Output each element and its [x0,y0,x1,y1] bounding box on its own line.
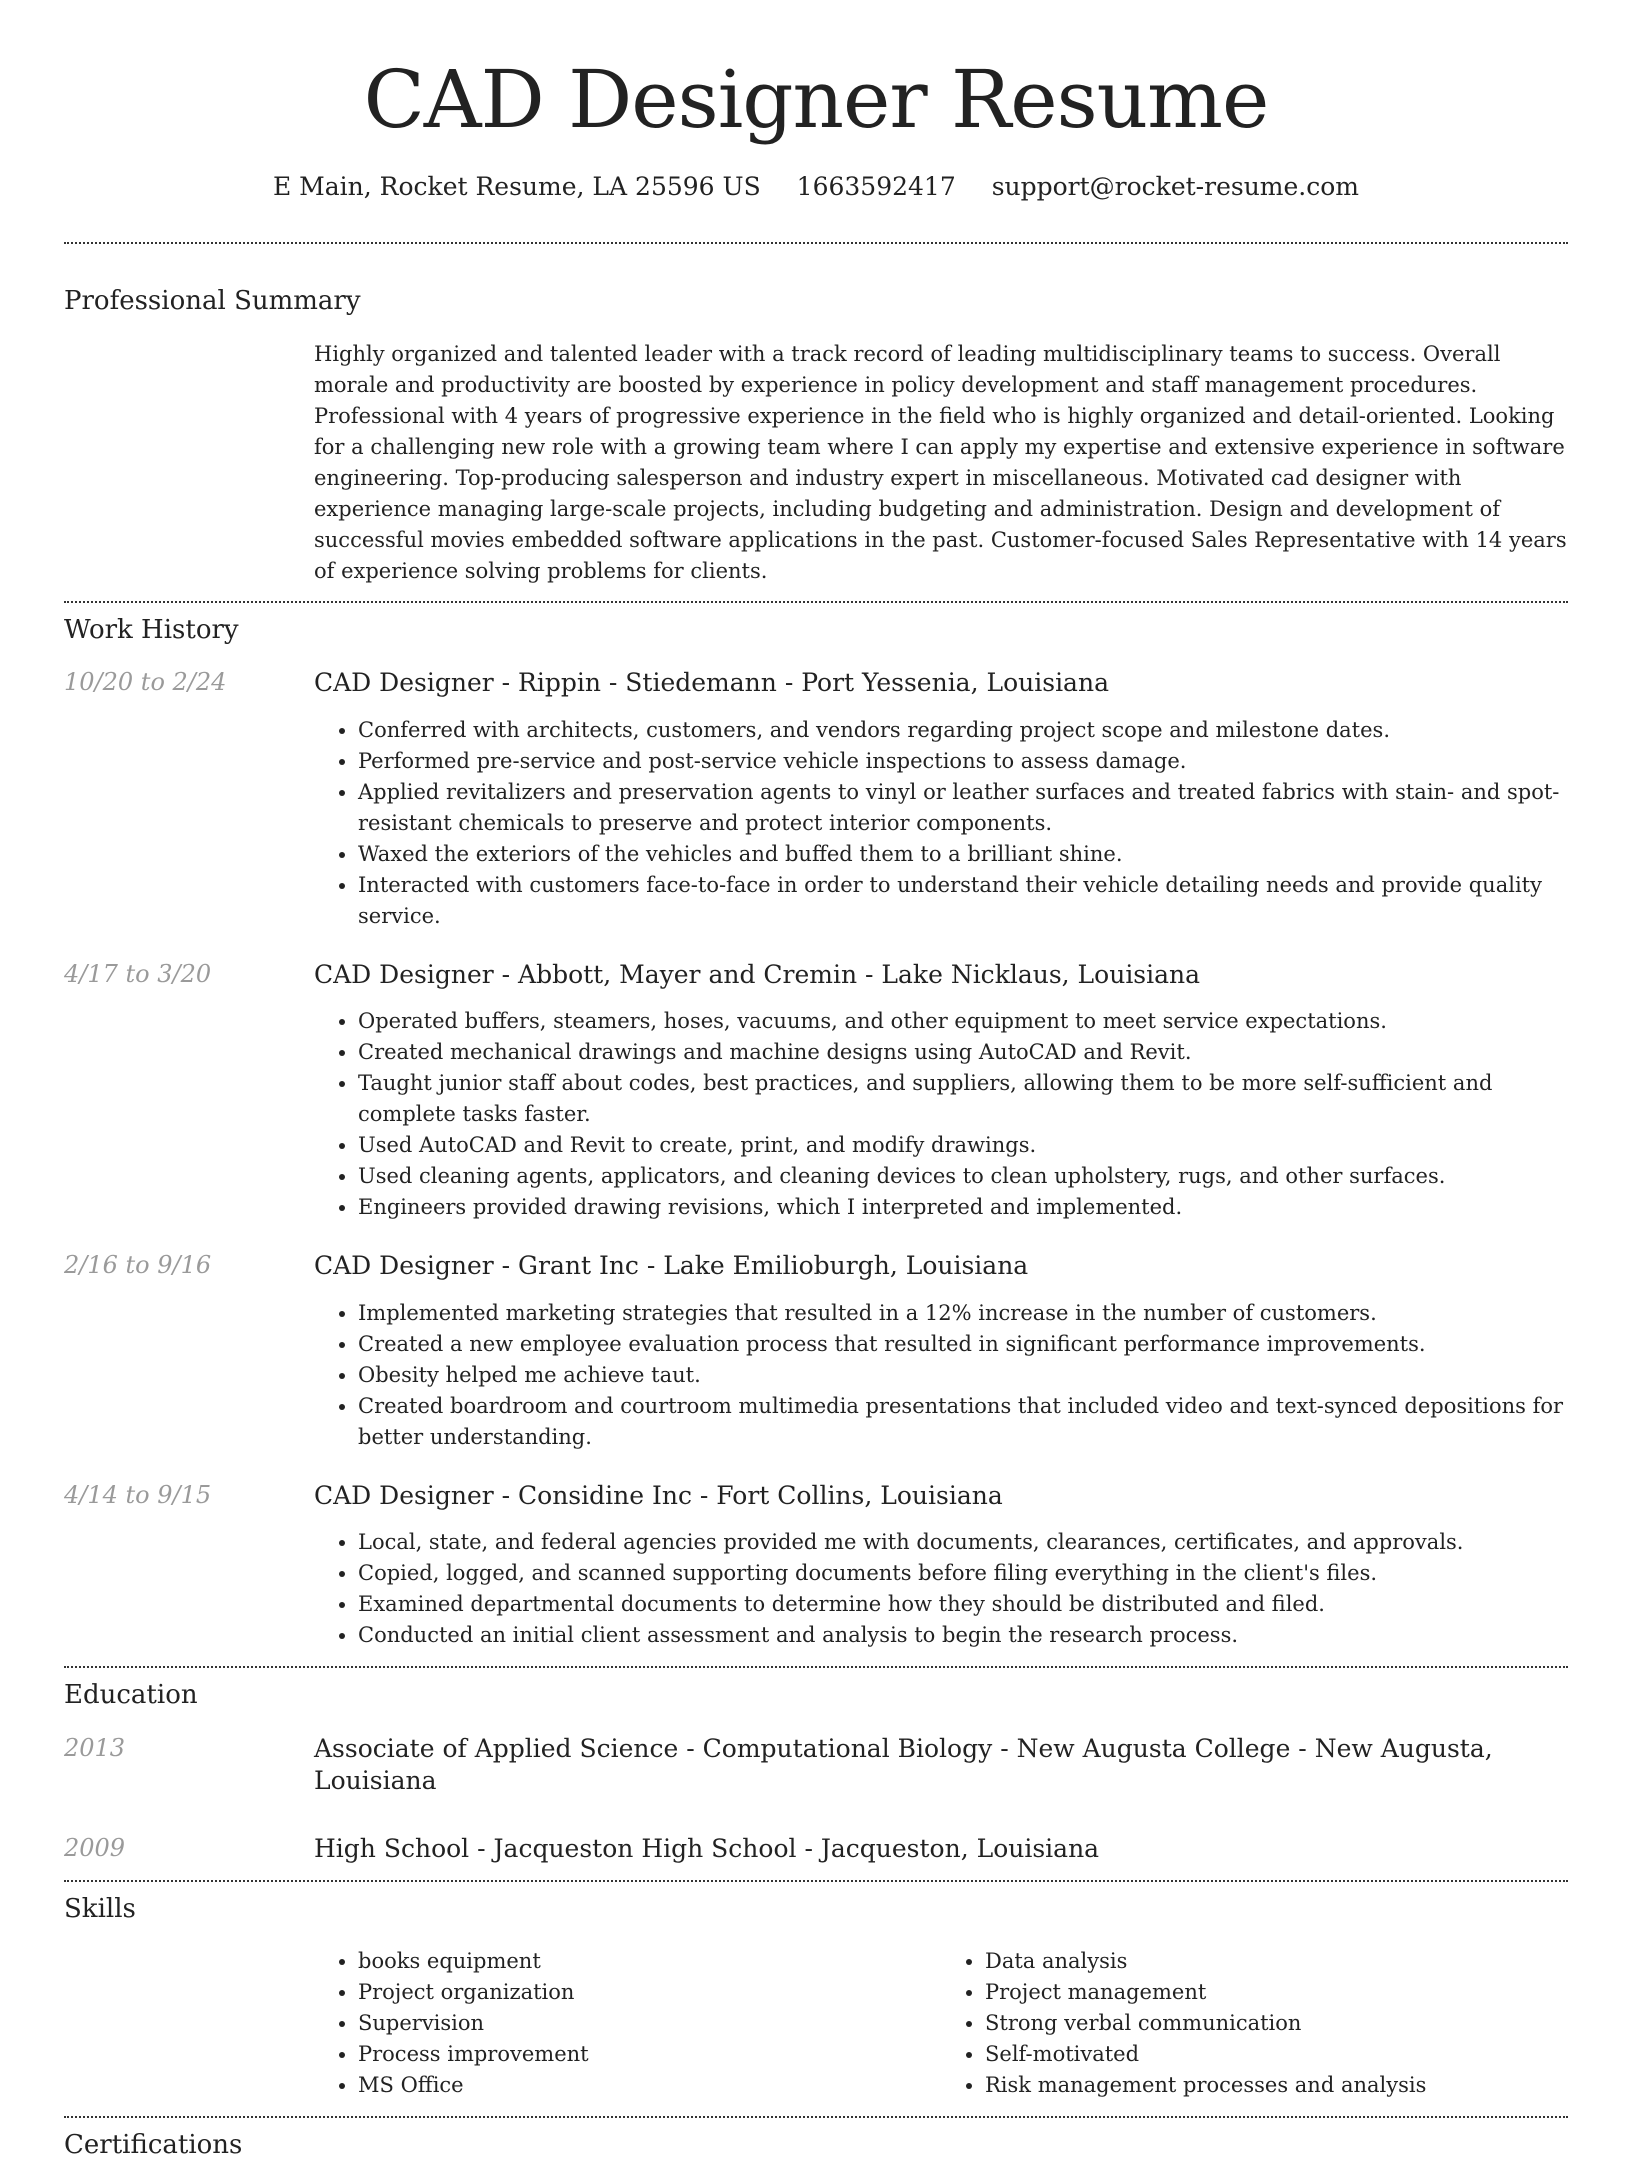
skill-item: • Project management [985,1977,1568,2008]
job-title: CAD Designer - Abbott, Mayer and Cremin - Lake Nicklaus, Louisiana [314,959,1201,989]
education-degree: High School [314,1833,470,1863]
job-title: CAD Designer - Grant Inc - Lake Emilioburgh, Louisiana [314,1251,1029,1281]
divider [64,242,1568,244]
skill-item: • books equipment [358,1946,941,1977]
list-item: • Applied revitalizers and preservation agents to vinyl or leather surfaces and treated fabrics with stain- and spot-resistant chemicals to preserve and protect interior components. [358,777,1568,839]
job-bullets [314,1527,1568,1651]
section-title-summary: Professional Summary [64,286,361,316]
divider [64,1666,1568,1668]
job-title: CAD Designer - Rippin - Stiedemann - Port Yessenia, Louisiana [314,668,1109,698]
skill-item: • Process improvement [358,2039,941,2070]
section-title-certifications: Certifications [64,2130,243,2161]
resume-title: CAD Designer Resume [363,53,1269,146]
education-year: 2013 [64,1733,126,1762]
list-item: • Interacted with customers face-to-face in order to understand their vehicle detailing needs and provide quality service. [358,870,1568,932]
list-item: • Operated buffers, steamers, hoses, vacuums, and other equipment to meet service expectations. [358,1006,1568,1037]
job-bullets [314,715,1568,932]
list-item: • Conferred with architects, customers, and vendors regarding project scope and milestone dates. [358,715,1568,746]
contact-email: support@rocket-resume.com [991,172,1359,201]
education-entry [0,1833,1632,1866]
skill-item: • MS Office [358,2070,941,2101]
job-bullets [314,1298,1568,1453]
list-item: • Created mechanical drawings and machine designs using AutoCAD and Revit. [358,1037,1568,1068]
list-item: • Created a new employee evaluation process that resulted in significant performance improvements. [358,1329,1568,1360]
job-entry [0,1480,1632,1652]
list-item: • Used AutoCAD and Revit to create, print, and modify drawings. [358,1130,1568,1161]
job-dates: 2/16 to 9/16 [64,1251,212,1280]
education-year: 2009 [64,1833,126,1862]
list-item: • Obesity helped me achieve taut. [358,1360,1568,1391]
summary-row [0,339,1632,587]
education-entry [0,1733,1632,1798]
list-item: • Engineers provided drawing revisions, which I interpreted and implemented. [358,1192,1568,1223]
skills-list-right [941,1946,1568,2101]
education-school: - New Augusta College - New Augusta, Louisiana [314,1733,1493,1796]
list-item: • Examined departmental documents to determine how they should be distributed and filed. [358,1589,1568,1620]
list-item: • Performed pre-service and post-service vehicle inspections to assess damage. [358,746,1568,777]
skill-item: • Self-motivated [985,2039,1568,2070]
skills-grid [314,1946,1568,2101]
job-dates: 4/17 to 3/20 [64,959,212,988]
skill-item: • Project organization [358,1977,941,2008]
education-school: - Jacqueston High School - Jacqueston, Louisiana [469,1833,1100,1863]
section-title-work-history: Work History [64,615,239,646]
job-entry [0,667,1632,932]
job-bullets [314,1006,1568,1223]
skill-item: • Risk management processes and analysis [985,2070,1568,2101]
contact-phone: 1663592417 [796,172,956,201]
list-item: • Conducted an initial client assessment and analysis to begin the research process. [358,1620,1568,1651]
contact-line [0,172,1632,202]
section-title-skills: Skills [64,1894,136,1925]
job-entry [0,959,1632,1224]
divider [64,2116,1568,2118]
skill-item: • Data analysis [985,1946,1568,1977]
list-item: • Used cleaning agents, applicators, and cleaning devices to clean upholstery, rugs, and other surfaces. [358,1161,1568,1192]
divider [64,601,1568,603]
education-degree: Associate of Applied Science - Computational Biology [314,1733,993,1763]
list-item: • Waxed the exteriors of the vehicles and buffed them to a brilliant shine. [358,839,1568,870]
job-title: CAD Designer - Considine Inc - Fort Collins, Louisiana [314,1480,1003,1510]
skill-item: • Supervision [358,2008,941,2039]
skill-item: • Strong verbal communication [985,2008,1568,2039]
divider [64,1880,1568,1882]
contact-address: E Main, Rocket Resume, LA 25596 US [272,172,761,201]
job-dates: 4/14 to 9/15 [64,1480,212,1509]
list-item: • Implemented marketing strategies that resulted in a 12% increase in the number of customers. [358,1298,1568,1329]
skills-row [0,1946,1632,2101]
list-item: • Local, state, and federal agencies provided me with documents, clearances, certificates, and approvals. [358,1527,1568,1558]
summary-text: Highly organized and talented leader with a track record of leading multidisciplinary teams to success. Overall morale and productivity are boosted by experience in policy development and staff management procedures. Professional with 4 years of progressive experience in the field who is highly organized and detail-oriented. Looking for a challenging new role with a growing team where I can apply my expertise and extensive experience in software engineering. Top-producing salesperson and industry expert in miscellaneous. Motivated cad designer with experience managing large-scale projects, including budgeting and administration. Design and development of successful movies embedded software applications in the past. Customer-focused Sales Representative with 14 years of experience solving problems for clients. [314,342,1567,584]
skills-list-left [314,1946,941,2101]
list-item: • Copied, logged, and scanned supporting documents before filing everything in the client's files. [358,1558,1568,1589]
list-item: • Taught junior staff about codes, best practices, and suppliers, allowing them to be more self-sufficient and complete tasks faster. [358,1068,1568,1130]
section-title-education: Education [64,1680,198,1711]
job-dates: 10/20 to 2/24 [64,668,227,697]
list-item: • Created boardroom and courtroom multimedia presentations that included video and text-synced depositions for better understanding. [358,1391,1568,1453]
job-entry [0,1250,1632,1453]
